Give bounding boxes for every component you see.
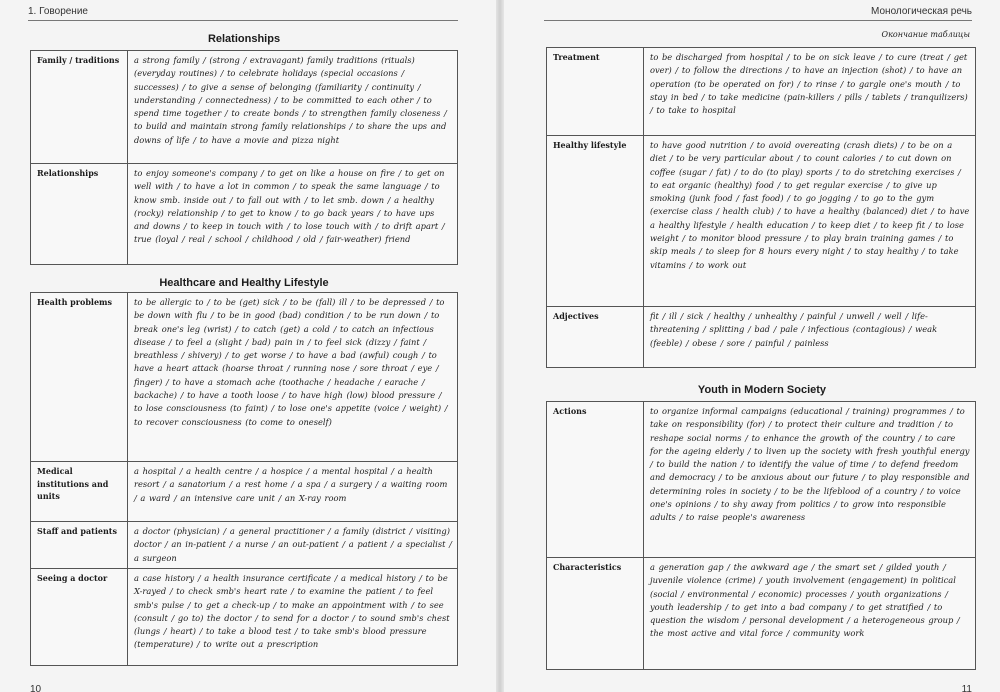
row-vocabulary: to be discharged from hospital / to be on sick leave / to cure (treat / get over) / to follow the directions / to have an injection (shot) / to have an operation (to be operated on for) / to rinse / to gargle one's mouth / to stay in bed / to take medicine (pain-killers / pills / tablets / tranquilizers) / to take to hospital [644,48,976,136]
table-row [547,558,976,670]
row-category: Treatment [547,48,644,136]
row-vocabulary: to have good nutrition / to avoid overeating (crash diets) / to be on a diet / to be very particular about / to count calories / to cut down on coffee (sugar / fat) / to do (to play) sports / to do stretching exercises / to eat organic (healthy) food / to get regular exercise / to give up smoking (junk food / fast food) / to go jogging / to go to the gym (exercise class / health club) / to have a healthy (balanced) diet / to have a healthy lifestyle / health education / to keep diet / to keep fit / to lose weight / to monitor blood pressure / to play brain training games / to skip meals / to sleep for 8 hours every night / to stay healthy / to take vitamins / to work out [644,136,976,307]
row-category: Characteristics [547,558,644,670]
row-category: Healthy lifestyle [547,136,644,307]
header-rule [28,20,458,21]
row-category: Actions [547,402,644,558]
table-continued-note: Окончание таблицы [881,30,970,39]
table-row [31,462,458,522]
row-vocabulary: to organize informal campaigns (educational / training) programmes / to take on responsibility (for) / to protect their culture and tradition / to reshape social norms / to enhance the growth of the country / to care for the ageing elderly / to liven up the society with fresh youthful energy / to build the nation / to identify the value of time / to defend freedom and democracy / to be anxious about our future / to play responsible and determining roles in society / to be the lifeblood of a country / to voice one's opinions / to shy away from politics / to grow into responsible adults / to raise people's awareness [644,402,976,558]
row-category: Health problems [31,293,128,462]
row-vocabulary: a generation gap / the awkward age / the smart set / gilded youth / juvenile violence (crime) / youth involvement (engagement) in political (social / environmental / economic) processes / youth organizations / youth leadership / to get into a bad company / to get stratified / to question the wisdom / personal development / a heterogeneous group / the most active and vital force / community work [644,558,976,670]
row-category: Family / traditions [31,51,128,164]
table-row [547,48,976,136]
row-category: Medical institutions and units [31,462,128,522]
book-gutter [496,0,504,692]
table-row [547,136,976,307]
vocab-table-healthcare [30,292,458,666]
vocab-table-healthcare-continued [546,47,976,368]
section-title-relationships: Relationships [207,33,281,45]
row-vocabulary: fit / ill / sick / healthy / unhealthy / painful / unwell / well / life-threatening / splitting / bad / pale / infectious (contagious) / weak (feeble) / obese / sore / painful / painless [644,307,976,368]
page-number-left: 10 [30,684,42,692]
page-number-right: 11 [961,684,972,692]
running-header-right: Монологическая речь [871,6,972,17]
table-row [31,164,458,265]
row-vocabulary: a case history / a health insurance certificate / a medical history / to be X-rayed / to check smb's heart rate / to examine the patient / to feel smb's pulse / to get a check-up / to make an appointment with / to see (consult / go to) the doctor / to send for a doctor / to sound smb's chest (lungs / heart) / to take a blood test / to take smb's blood pressure (temperature) / to write out a prescription [128,569,458,666]
table-row [31,569,458,666]
row-vocabulary: to enjoy someone's company / to get on like a house on fire / to get on well with / to have a lot in common / to speak the same language / to know smb. inside out / to fall out with / to let smb. down / a healthy (rocky) relationship / to get to know / to go back years / to have ups and downs / to keep in touch with / to lose touch with / to drift apart / true (loyal / real / school / childhood / old / fair-weather) friend [128,164,458,265]
running-header-left: 1. Говорение [28,6,88,17]
row-vocabulary: a doctor (physician) / a general practitioner / a family (district / visiting) doctor / an in-patient / a nurse / an out-patient / a patient / a specialist / a surgeon [128,522,458,569]
vocab-table-relationships [30,50,458,265]
header-rule [544,20,972,21]
table-row [31,51,458,164]
table-row [547,402,976,558]
row-category: Adjectives [547,307,644,368]
section-title-healthcare: Healthcare and Healthy Lifestyle [159,277,329,289]
row-vocabulary: a hospital / a health centre / a hospice / a mental hospital / a health resort / a sanatorium / a rest home / a spa / a surgery / a waiting room / a ward / an intensive care unit / an X-ray room [128,462,458,522]
table-row [547,307,976,368]
row-category: Seeing a doctor [31,569,128,666]
vocab-table-youth [546,401,976,670]
row-category: Relationships [31,164,128,265]
right-page [504,0,1000,692]
row-category: Staff and patients [31,522,128,569]
section-title-youth: Youth in Modern Society [697,384,827,396]
table-row [31,293,458,462]
row-vocabulary: a strong family / (strong / extravagant) family traditions (rituals) (everyday routines) / to celebrate holidays (special occasions / successes) / to give a sense of belonging (familiarity / continuity / understanding / connectedness) / to be committed to each other / to spend time together / to create bonds / to strengthen family closeness / to build and maintain strong family relationships / to share the ups and downs of life / to have a movie and pizza night [128,51,458,164]
row-vocabulary: to be allergic to / to be (get) sick / to be (fall) ill / to be depressed / to be down with flu / to be in good (bad) condition / to be run down / to break one's leg (wrist) / to catch (get) a cold / to catch an infectious disease / to feel a (slight / bad) pain in / to feel sick (dizzy / faint / breathless / shivery) / to get worse / to have a bad (awful) cough / to have a heart attack (hoarse throat / running nose / sore throat / eye / finger) / to have a stomach ache (toothache / headache / earache / backache) / to have a tooth loose / to have high (low) blood pressure / to lose consciousness (to faint) / to lose one's appetite (voice / weight) / to recover consciousness (to come to oneself) [128,293,458,462]
left-page [0,0,496,692]
table-row [31,522,458,569]
